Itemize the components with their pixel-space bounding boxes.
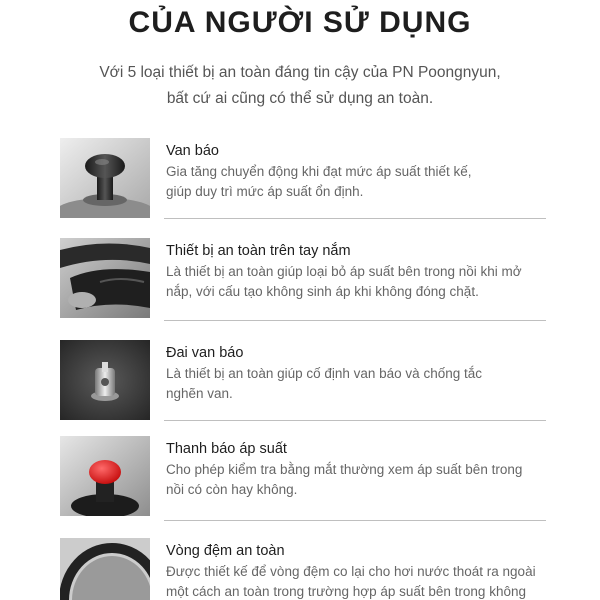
feature-description-line: một cách an toàn trong trường hợp áp suất bên trong không (166, 584, 526, 599)
divider (164, 320, 546, 321)
feature-title: Thiết bị an toàn trên tay nắm (166, 243, 351, 259)
divider (164, 420, 546, 421)
intro-line-1: Với 5 loại thiết bị an toàn đáng tin cậy của PN Poongnyun, (99, 64, 501, 81)
feature-title: Van báo (166, 143, 219, 159)
feature-title: Thanh báo áp suất (166, 441, 287, 457)
feature-description-line: Được thiết kế để vòng đệm co lại cho hơi nước thoát ra ngoài (166, 564, 536, 579)
feature-description-line: nghẽn van. (166, 386, 233, 401)
safety-gasket-photo (60, 538, 150, 600)
feature-description-line: giúp duy trì mức áp suất ổn định. (166, 184, 364, 199)
divider (164, 520, 546, 521)
feature-item-pressure-valve (60, 138, 546, 220)
valve-clamp-photo (60, 340, 150, 420)
feature-description-line: Là thiết bị an toàn giúp loại bỏ áp suất bên trong nồi khi mở (166, 264, 522, 279)
feature-description-line: nồi có còn hay không. (166, 482, 298, 497)
feature-description-line: Cho phép kiểm tra bằng mắt thường xem áp suất bên trong (166, 462, 523, 477)
feature-description-line: Gia tăng chuyển động khi đạt mức áp suất thiết kế, (166, 164, 472, 179)
feature-title: Vòng đệm an toàn (166, 543, 285, 559)
pressure-indicator-photo (60, 436, 150, 516)
feature-item-safety-gasket (60, 538, 546, 600)
section-heading: CỦA NGƯỜI SỬ DỤNG (128, 6, 472, 39)
feature-title: Đai van báo (166, 345, 244, 361)
feature-item-pressure-indicator (60, 436, 546, 518)
intro-text (0, 60, 600, 112)
feature-item-valve-clamp (60, 340, 546, 422)
divider (164, 218, 546, 219)
feature-item-handle-safety (60, 238, 546, 320)
feature-description-line: nắp, với cấu tạo không sinh áp khi không đóng chặt. (166, 284, 479, 299)
intro-line-2: bất cứ ai cũng có thể sử dụng an toàn. (166, 90, 434, 107)
handle-safety-photo (60, 238, 150, 318)
feature-description-line: Là thiết bị an toàn giúp cố định van báo và chống tắc (166, 366, 482, 381)
pressure-valve-photo (60, 138, 150, 218)
